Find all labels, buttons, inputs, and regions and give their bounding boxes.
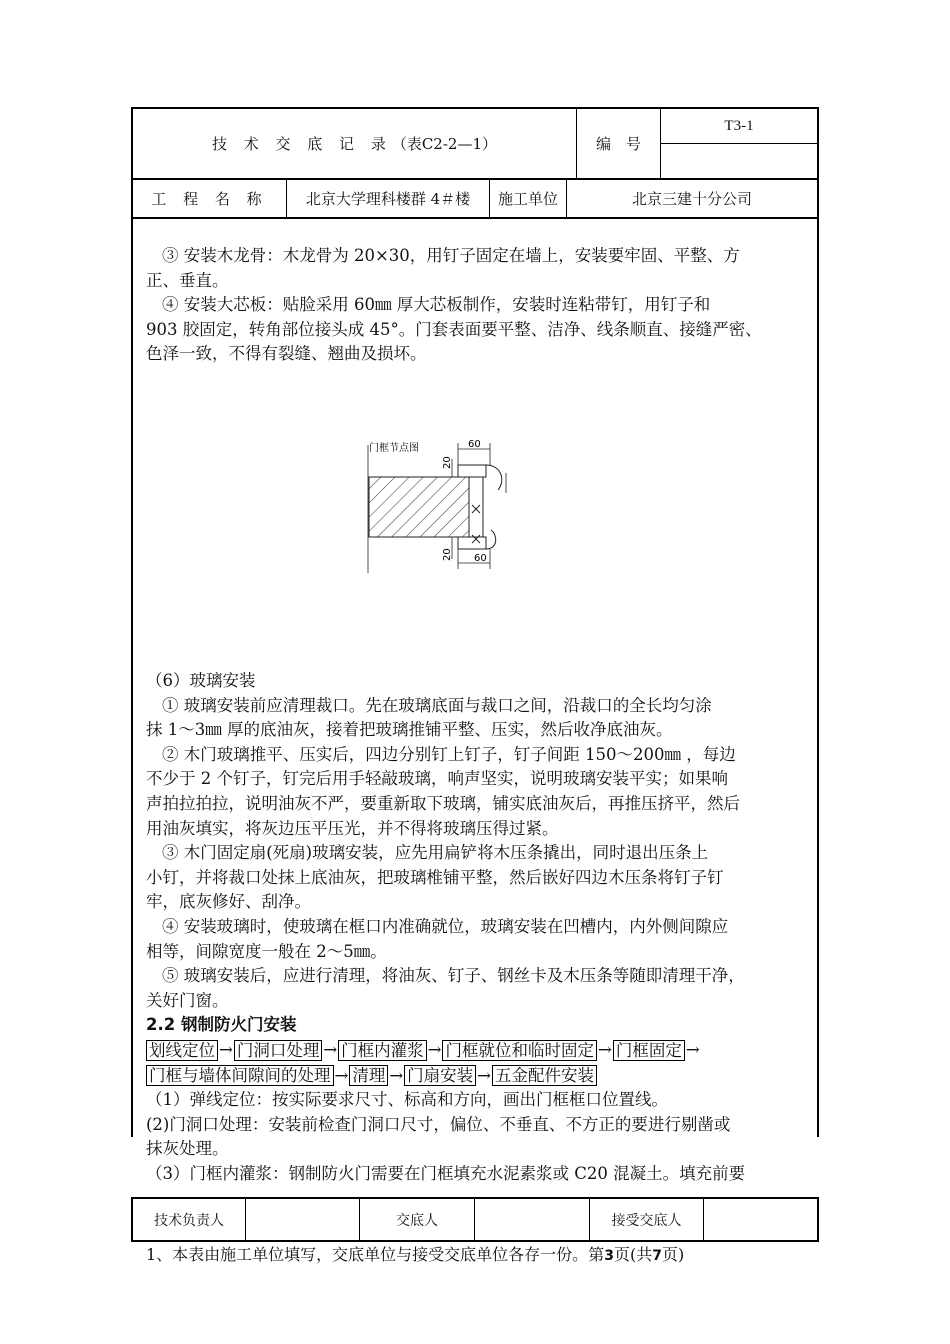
tech-lead-label: 技术负责人	[154, 1212, 224, 1229]
page-mid: 页(共	[613, 1245, 653, 1264]
text-line: (2)门洞口处理：安装前检查门洞口尺寸，偏位、不垂直、不方正的要进行剔凿或	[146, 1114, 731, 1134]
code-split	[660, 143, 818, 144]
project-label: 工 程 名 称	[151, 190, 268, 208]
text-line: 色泽一致，不得有裂缝、翘曲及损坏。	[146, 344, 427, 364]
flow-arrow: →	[597, 1039, 612, 1059]
text-line: ⑤ 玻璃安装后，应进行清理，将油灰、钉子、钢丝卡及木压条等随即清理干净，	[162, 966, 745, 986]
dim-left-top: 20	[442, 456, 453, 469]
text-line: （6）玻璃安装	[146, 671, 256, 690]
text-line: 不少于 2 个钉子，钉完后用手轻敲玻璃，响声坚实，说明玻璃安装平实；如果响	[146, 769, 728, 789]
flow-step: 门框与墙体间隙间的处理	[146, 1065, 334, 1086]
project-value: 北京大学理科楼群 4＃楼	[305, 190, 471, 208]
flow-arrow: →	[323, 1039, 338, 1059]
flow-step: 门框固定	[613, 1040, 685, 1061]
text-line: ① 玻璃安装前应清理裁口。先在玻璃底面与裁口之间，沿裁口的全长均匀涂	[162, 695, 712, 715]
flow-step: 门框内灌浆	[338, 1040, 427, 1061]
footer-note-text: 1、本表由施工单位填写，交底单位与接受交底单位各存一份。	[146, 1245, 589, 1264]
text-line: ③ 木门固定扇(死扇)玻璃安装，应先用扁铲将木压条撬出，同时退出压条上	[162, 843, 709, 863]
text-line: 声拍拉拍拉，说明油灰不严，要重新取下玻璃，铺实底油灰后，再推压挤平，然后	[146, 793, 740, 813]
discloser-label: 交底人	[396, 1212, 438, 1229]
flow-step: 门框就位和临时固定	[442, 1040, 597, 1061]
receiver-sign-field[interactable]	[704, 1199, 817, 1240]
text-line: ④ 安装玻璃时，使玻璃在框口内准确就位，玻璃安装在凹槽内，内外侧间隙应	[162, 916, 729, 936]
flow-arrow: →	[389, 1065, 404, 1085]
dim-bottom: 60	[474, 553, 487, 564]
text-line: 用油灰填实，将灰边压平压光，并不得将玻璃压得过紧。	[146, 818, 559, 838]
text-line: （3）门框内灌浆：钢制防火门需要在门框填充水泥素浆或 C20 混凝土。填充前要	[146, 1163, 746, 1183]
text-line: 抹 1～3㎜ 厚的底油灰，接着把玻璃推铺平整、压实，然后收净底油灰。	[146, 720, 673, 740]
code-value: T3-1	[724, 117, 754, 134]
text-line: 903 胶固定，转角部位接头成 45°。门套表面要平整、洁净、线条顺直、接缝严密、	[146, 319, 762, 339]
text-line: （1）弹线定位：按实际要求尺寸、标高和方向，画出门框框口位置线。	[146, 1090, 668, 1110]
text-line: 相等，间隙宽度一般在 2～5㎜。	[146, 941, 387, 961]
flow-step: 门扇安装	[404, 1065, 476, 1086]
text-line: ③ 安装木龙骨：木龙骨为 20×30，用钉子固定在墙上，安装要牢固、平整、方	[162, 246, 740, 265]
frame-left	[131, 107, 133, 1137]
flow-arrow: →	[334, 1065, 349, 1085]
flow-arrow: →	[427, 1039, 442, 1059]
flow-step: 门洞口处理	[234, 1040, 323, 1061]
page-number: 3	[604, 1248, 614, 1264]
flow-arrow: →	[477, 1065, 491, 1085]
dim-left-bottom: 20	[442, 548, 453, 561]
page-prefix: 第	[588, 1245, 605, 1264]
text-line: 关好门窗。	[146, 990, 229, 1010]
section-title: 2.2 钢制防火门安装	[146, 1015, 297, 1035]
page-total: 7	[652, 1248, 662, 1264]
door-frame-diagram	[366, 435, 526, 575]
text-line: 牢，底灰修好、刮净。	[146, 892, 311, 912]
unit-value: 北京三建十分公司	[631, 190, 752, 208]
wall-section	[369, 477, 469, 537]
page-suffix: 页)	[661, 1245, 685, 1264]
flow-step: 五金配件安装	[492, 1065, 597, 1086]
text-line: ② 木门玻璃推平、压实后，四边分别钉上钉子，钉子间距 150～200㎜ ，每边	[162, 744, 736, 764]
flow-arrow: →	[685, 1039, 700, 1059]
form-title-code: （表C2-2—1）	[391, 135, 498, 153]
flow-step: 划线定位	[146, 1040, 218, 1061]
receiver-label: 接受交底人	[611, 1212, 682, 1229]
content-block-2	[146, 669, 816, 1186]
flow-row-1	[146, 1038, 816, 1063]
flow-step: 清理	[349, 1065, 388, 1086]
form-title	[133, 109, 576, 178]
discloser-sign-field[interactable]	[475, 1199, 589, 1240]
text-line: 抹灰处理。	[146, 1139, 229, 1159]
tech-lead-sign-field[interactable]	[246, 1199, 359, 1240]
content-block-1	[146, 244, 816, 367]
flow-row-2	[146, 1064, 816, 1089]
text-line: 小钉，并将裁口处抹上底油灰，把玻璃椎铺平整，然后嵌好四边木压条将钉子钉	[146, 867, 724, 887]
sig-right	[817, 1197, 819, 1242]
flow-arrow: →	[219, 1039, 233, 1059]
form-title-main: 技 术 交 底 记 录	[211, 135, 392, 153]
frame-right	[817, 107, 819, 1137]
text-line: ④ 安装大芯板：贴脸采用 60㎜ 厚大芯板制作，安装时连粘带钉，用钉子和	[162, 295, 711, 315]
header-bottom	[131, 217, 819, 219]
unit-label: 施工单位	[497, 190, 558, 208]
text-line: 正、垂直。	[146, 270, 229, 290]
diagram-title: 门框节点图	[369, 443, 419, 454]
dim-top: 60	[468, 439, 481, 450]
footer-note	[146, 1242, 684, 1265]
code-label: 编 号	[595, 135, 641, 153]
